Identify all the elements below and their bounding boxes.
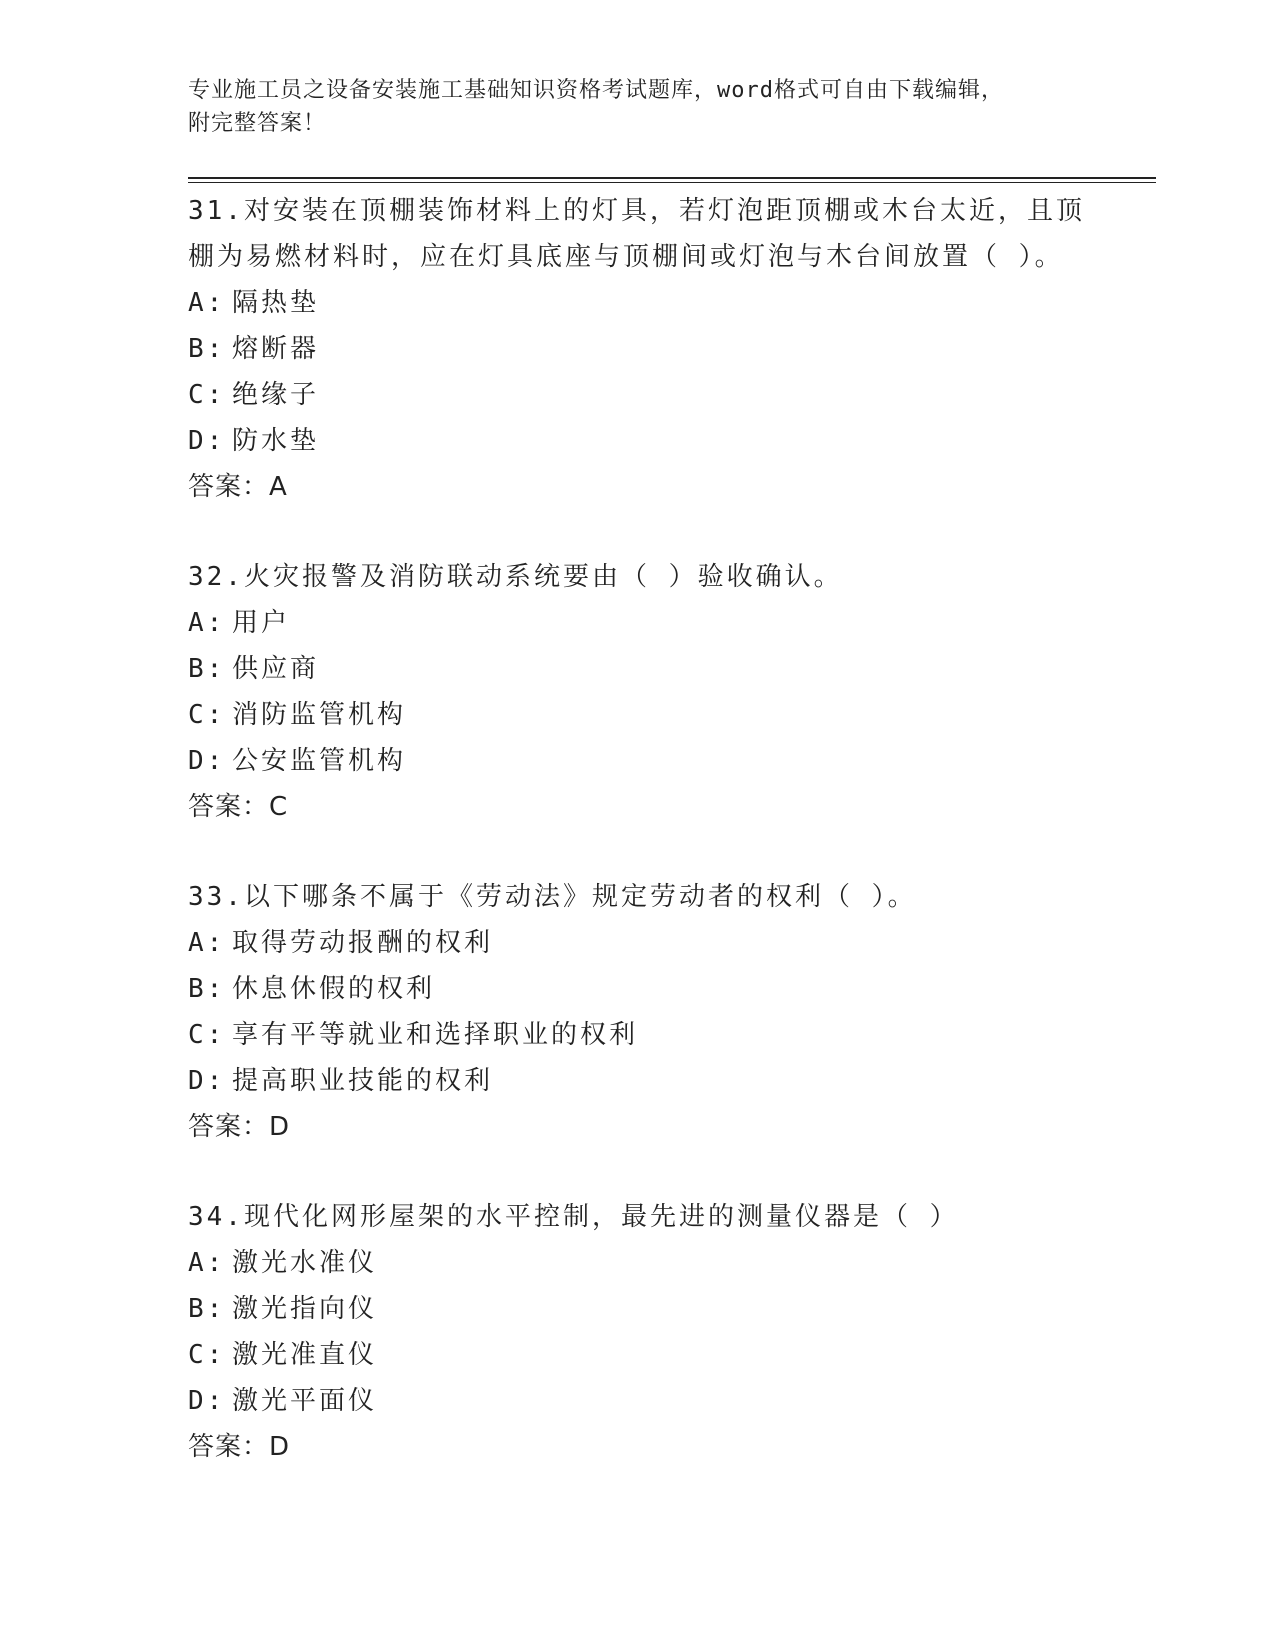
option-letter: A: bbox=[188, 288, 226, 318]
option-text: 公安监管机构 bbox=[232, 746, 407, 776]
option-text: 休息休假的权利 bbox=[232, 974, 436, 1004]
question-stem-line: 32.火灾报警及消防联动系统要由（ ）验收确认。 bbox=[188, 562, 843, 592]
option-text: 激光指向仪 bbox=[232, 1294, 378, 1324]
option-c bbox=[188, 1332, 1088, 1378]
question-stem-line: 34.现代化网形屋架的水平控制，最先进的测量仪器是（ ） bbox=[188, 1202, 959, 1232]
question-31 bbox=[188, 188, 1088, 510]
option-text: 激光准直仪 bbox=[232, 1340, 378, 1370]
option-text: 取得劳动报酬的权利 bbox=[232, 928, 494, 958]
option-letter: C: bbox=[188, 1020, 226, 1050]
option-letter: B: bbox=[188, 1294, 226, 1324]
option-letter: C: bbox=[188, 380, 226, 410]
option-letter: A: bbox=[188, 928, 226, 958]
answer-line: 答案：D bbox=[188, 1112, 291, 1142]
option-letter: B: bbox=[188, 974, 226, 1004]
option-c bbox=[188, 692, 1088, 738]
option-text: 激光水准仪 bbox=[232, 1248, 378, 1278]
option-letter: C: bbox=[188, 700, 226, 730]
option-c bbox=[188, 1012, 1088, 1058]
header-divider-thick bbox=[188, 177, 1156, 179]
option-b bbox=[188, 1286, 1088, 1332]
option-letter: B: bbox=[188, 334, 226, 364]
option-text: 供应商 bbox=[232, 654, 320, 684]
answer-line: 答案：D bbox=[188, 1432, 291, 1462]
option-a bbox=[188, 920, 1088, 966]
option-letter: A: bbox=[188, 608, 226, 638]
option-text: 防水垫 bbox=[232, 426, 320, 456]
option-a bbox=[188, 280, 1088, 326]
header-divider-thin bbox=[188, 182, 1156, 183]
header-line-1: 专业施工员之设备安装施工基础知识资格考试题库，word格式可自由下载编辑， bbox=[188, 78, 1004, 103]
option-letter: C: bbox=[188, 1340, 226, 1370]
option-letter: D: bbox=[188, 1386, 226, 1416]
option-d bbox=[188, 418, 1088, 464]
option-b bbox=[188, 326, 1088, 372]
header-line-2: 附完整答案！ bbox=[188, 111, 327, 136]
option-text: 用户 bbox=[232, 608, 291, 638]
option-c bbox=[188, 372, 1088, 418]
option-b bbox=[188, 966, 1088, 1012]
question-32 bbox=[188, 554, 1088, 830]
document-header bbox=[188, 74, 1088, 140]
option-d bbox=[188, 1378, 1088, 1424]
option-a bbox=[188, 1240, 1088, 1286]
option-text: 激光平面仪 bbox=[232, 1386, 378, 1416]
option-text: 消防监管机构 bbox=[232, 700, 407, 730]
option-a bbox=[188, 600, 1088, 646]
option-letter: D: bbox=[188, 746, 226, 776]
question-34 bbox=[188, 1194, 1088, 1470]
option-d bbox=[188, 1058, 1088, 1104]
option-text: 熔断器 bbox=[232, 334, 320, 364]
option-text: 享有平等就业和选择职业的权利 bbox=[232, 1020, 639, 1050]
answer-line: 答案：A bbox=[188, 472, 288, 502]
option-letter: A: bbox=[188, 1248, 226, 1278]
option-b bbox=[188, 646, 1088, 692]
option-text: 绝缘子 bbox=[232, 380, 320, 410]
option-text: 隔热垫 bbox=[232, 288, 320, 318]
answer-line: 答案：C bbox=[188, 792, 289, 822]
option-letter: D: bbox=[188, 426, 226, 456]
question-stem-line: 31.对安装在顶棚装饰材料上的灯具，若灯泡距顶棚或木台太近，且顶 bbox=[188, 196, 1085, 226]
option-d bbox=[188, 738, 1088, 784]
question-33 bbox=[188, 874, 1088, 1150]
option-letter: B: bbox=[188, 654, 226, 684]
question-stem-line: 棚为易燃材料时，应在灯具底座与顶棚间或灯泡与木台间放置（ ）。 bbox=[188, 242, 1064, 272]
option-text: 提高职业技能的权利 bbox=[232, 1066, 494, 1096]
option-letter: D: bbox=[188, 1066, 226, 1096]
question-stem-line: 33.以下哪条不属于《劳动法》规定劳动者的权利（ ）。 bbox=[188, 882, 917, 912]
